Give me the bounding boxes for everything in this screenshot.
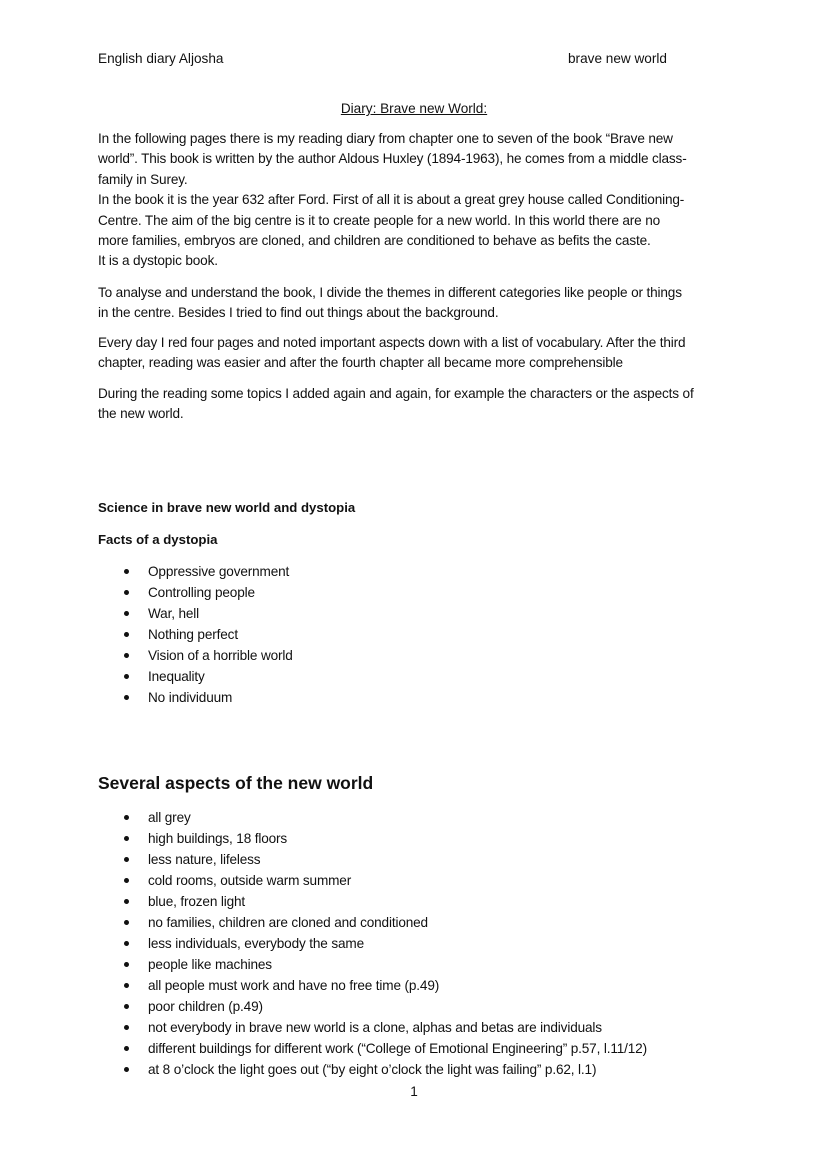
reading-paragraph xyxy=(98,333,685,374)
list-item: Vision of a horrible world xyxy=(98,645,293,666)
list-item: Controlling people xyxy=(98,582,293,603)
text-line: world”. This book is written by the author Aldous Huxley (1894-1963), he comes from a middle class- xyxy=(98,151,687,167)
topics-paragraph xyxy=(98,384,694,425)
list-item: all people must work and have no free time (p.49) xyxy=(98,975,647,996)
text-line: In the following pages there is my reading diary from chapter one to seven of the book “Brave new xyxy=(98,131,673,146)
document-title: Diary: Brave new World: xyxy=(340,101,488,116)
list-item: less individuals, everybody the same xyxy=(98,933,647,954)
page-number: 1 xyxy=(410,1084,418,1099)
text-line: family in Surey. xyxy=(98,171,188,187)
facts-heading: Facts of a dystopia xyxy=(98,532,218,547)
list-item: people like machines xyxy=(98,954,647,975)
text-line: in the centre. Besides I tried to find out things about the background. xyxy=(98,305,499,321)
text-line: Every day I red four pages and noted important aspects down with a list of vocabulary. After the third xyxy=(98,335,686,350)
list-item: less nature, lifeless xyxy=(98,849,647,870)
list-item: different buildings for different work (“College of Emotional Engineering” p.57, l.11/12) xyxy=(98,1038,647,1059)
list-item: high buildings, 18 floors xyxy=(98,828,647,849)
list-item: Inequality xyxy=(98,666,293,687)
header-left: English diary Aljosha xyxy=(98,51,224,66)
list-item: No individuum xyxy=(98,687,293,708)
text-line: chapter, reading was easier and after the fourth chapter all became more comprehensible xyxy=(98,355,623,371)
list-item: at 8 o’clock the light goes out (“by eight o’clock the light was failing” p.62, l.1) xyxy=(98,1059,647,1080)
text-line: more families, embryos are cloned, and children are conditioned to behave as befits the caste. xyxy=(98,233,651,249)
aspects-heading: Several aspects of the new world xyxy=(98,773,374,793)
text-line: To analyse and understand the book, I divide the themes in different categories like people or things xyxy=(98,285,682,300)
list-item: Oppressive government xyxy=(98,561,293,582)
list-item: not everybody in brave new world is a clone, alphas and betas are individuals xyxy=(98,1017,647,1038)
text-line: the new world. xyxy=(98,406,184,422)
text-line: During the reading some topics I added again and again, for example the characters or the aspects of xyxy=(98,386,694,401)
text-line: In the book it is the year 632 after Ford. First of all it is about a great grey house called Conditioning- xyxy=(98,192,685,208)
text-line: Centre. The aim of the big centre is it to create people for a new world. In this world there are no xyxy=(98,212,661,228)
intro-paragraph xyxy=(98,129,687,272)
facts-list xyxy=(98,561,293,708)
method-paragraph xyxy=(98,283,682,324)
list-item: blue, frozen light xyxy=(98,891,647,912)
aspects-list xyxy=(98,807,647,1080)
list-item: cold rooms, outside warm summer xyxy=(98,870,647,891)
list-item: War, hell xyxy=(98,603,293,624)
text-line: It is a dystopic book. xyxy=(98,253,218,269)
list-item: no families, children are cloned and conditioned xyxy=(98,912,647,933)
header-right: brave new world xyxy=(568,51,667,66)
science-heading: Science in brave new world and dystopia xyxy=(98,500,356,515)
list-item: Nothing perfect xyxy=(98,624,293,645)
list-item: poor children (p.49) xyxy=(98,996,647,1017)
list-item: all grey xyxy=(98,807,647,828)
